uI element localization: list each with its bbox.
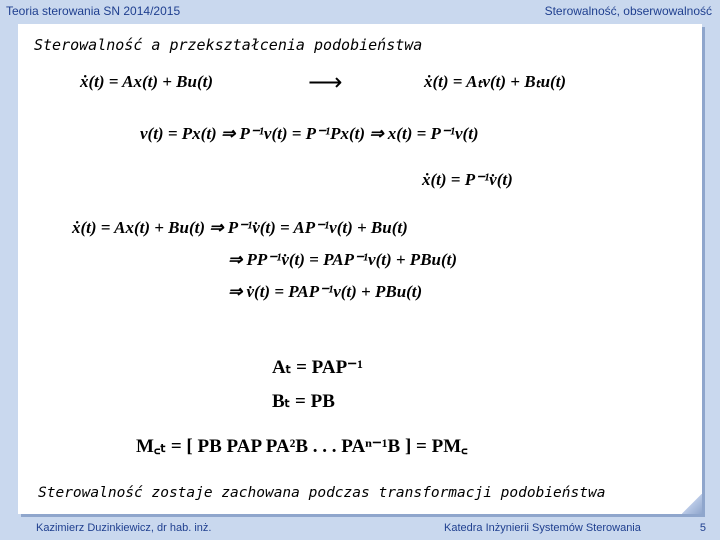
equation-derivation-step-3: ⇒ v̇(t) = PAP⁻¹v(t) + PBu(t) — [228, 282, 423, 301]
matrix-equation-Bt: Bₜ = PB — [272, 391, 335, 412]
equation-substitution: v(t) = Px(t) ⇒ P⁻¹v(t) = P⁻¹Px(t) ⇒ x(t) = P⁻¹v(t) — [140, 124, 479, 143]
conclusion-text: Sterowalność zostaje zachowana podczas transformacji podobieństwa — [38, 485, 606, 501]
slide-title: Sterowalność a przekształcenia podobieństwa — [34, 36, 423, 54]
header-topic: Sterowalność, obserwowalność — [544, 4, 712, 18]
controllability-matrix-equation: M꜀ₜ = [ PB PAP PA²B . . . PAⁿ⁻¹B ] = PM꜀ — [136, 436, 468, 457]
equation-derivation-step-1: ẋ(t) = Ax(t) + Bu(t) ⇒ P⁻¹v̇(t) = AP⁻¹v(t) + Bu(t) — [72, 218, 408, 237]
page-number: 5 — [699, 522, 706, 534]
footer-department: Katedra Inżynierii Systemów Sterowania — [444, 522, 641, 534]
header-course-title: Teoria sterowania SN 2014/2015 — [6, 4, 181, 18]
equation-state-space: ẋ(t) = Ax(t) + Bu(t) — [80, 72, 214, 91]
footer-author: Kazimierz Duzinkiewicz, dr hab. inż. — [36, 522, 212, 534]
equation-derivative: ẋ(t) = P⁻¹v̇(t) — [422, 170, 513, 189]
page-fold-icon — [682, 494, 702, 514]
equation-derivation-step-2: ⇒ PP⁻¹v̇(t) = PAP⁻¹v(t) + PBu(t) — [228, 250, 458, 269]
equation-transformed-state-space: ẋ(t) = Aₜv(t) + Bₜu(t) — [424, 72, 567, 91]
matrix-equation-At: Aₜ = PAP⁻¹ — [272, 357, 363, 378]
transform-arrow-icon: ⟶ — [308, 68, 343, 96]
